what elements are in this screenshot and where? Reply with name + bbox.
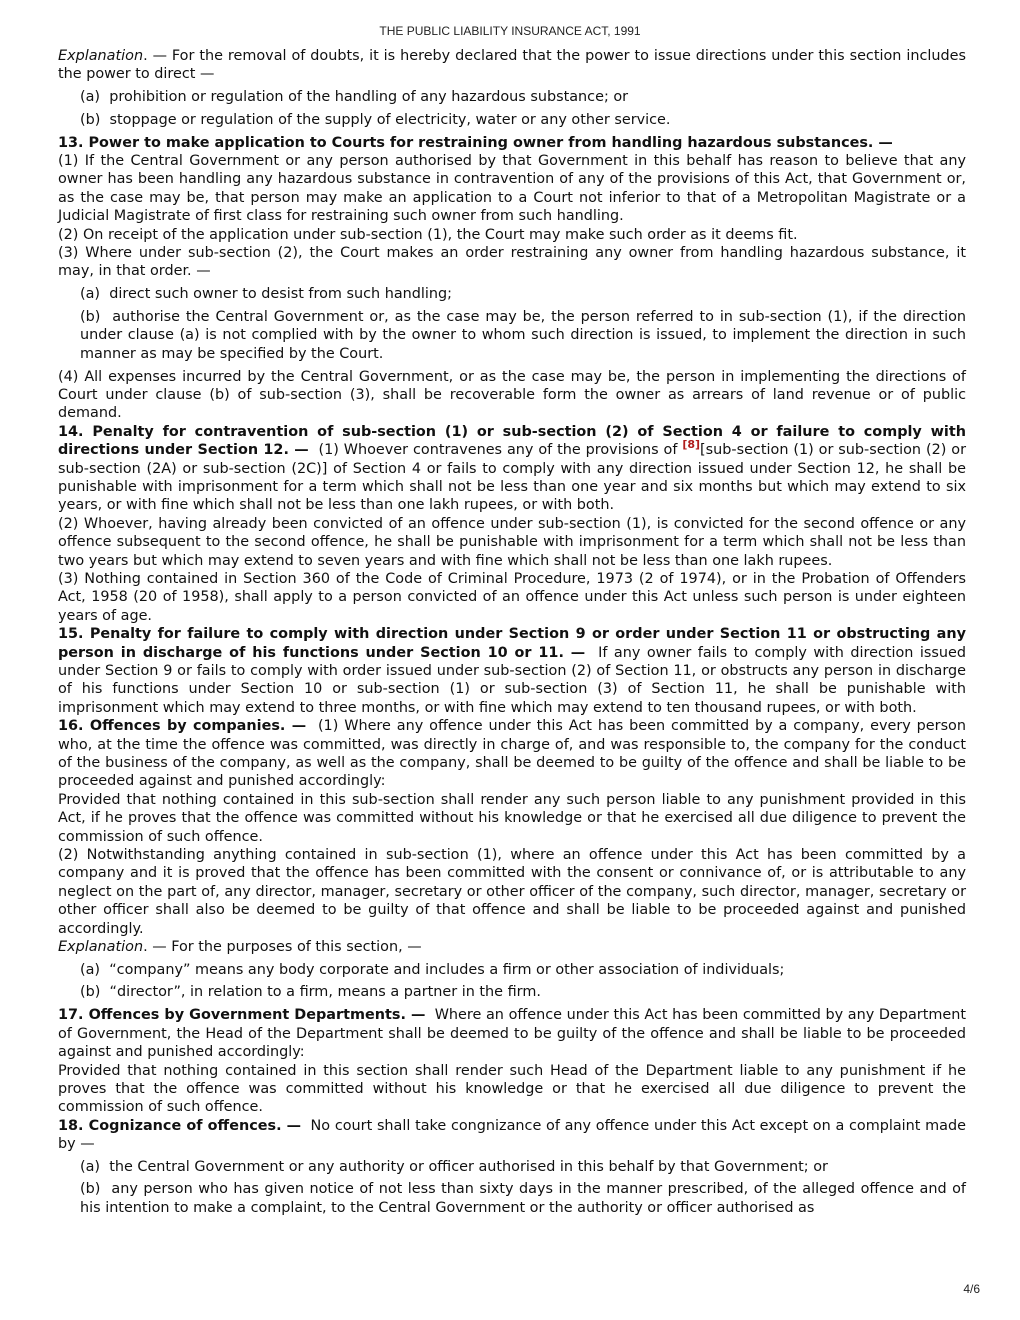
section-13-p4: (4) All expenses incurred by the Central Government, or as the case may be, the person in implementing the directions of Court under clause (b) of sub-section (3), shall be recoverable form the owner as arrears of land revenue or of public demand. [58,368,966,422]
list-item: (a) the Central Government or any authority or officer authorised in this behalf by that Government; or [80,1158,828,1175]
explanation-paragraph [58,47,966,84]
footnote-link[interactable]: [8] [682,438,701,452]
list-item: (a) prohibition or regulation of the handling of any hazardous substance; or [80,88,629,105]
explanation-label: Explanation [58,48,144,64]
explanation-text: . — For the removal of doubts, it is hereby declared that the power to issue directions under this section includes the power to direct — [58,48,966,83]
section-17-heading: 17. Offences by Government Departments. — [58,1007,426,1024]
section-13-p3: (3) Where under sub-section (2), the Court makes an order restraining any owner from handling hazardous substance, it may, in that order. — [58,245,966,280]
section-16-proviso: Provided that nothing contained in this sub-section shall render any such person liable to any punishment provided in this Act, if he proves that the offence was committed without his knowledge or that he exercised all due diligence to prevent the commission of such offence. [58,791,966,845]
section-14-p1: 14. Penalty for contravention of sub-section (1) or sub-section (2) of Section 4 or failure to comply with directions under Section 12. — (1) Whoever contravenes any of the provisions of [8][sub-section (1) or sub-section (2) or sub-section (2A) or sub-section (2C)] of Section 4 or fails to comply with any direction issued under Section 12, he shall be punishable with imprisonment for a term which shall not be less than one year and six months but which may extend to six years, or with fine which shall not be less than one lakh rupees, or with both. [58,423,966,514]
section-16-p1: 16. Offences by companies. — (1) Where any offence under this Act has been committed by a company, every person who, at the time the offence was committed, was directly in charge of, and was responsible to, the company for the conduct of the business of the company, as well as the company, shall be deemed to be guilty of the offence and shall be liable to be proceeded against and punished accordingly: [58,718,966,790]
section-13-p2: (2) On receipt of the application under sub-section (1), the Court may make such order as it deems fit. [58,226,798,243]
section-13-p1: (1) If the Central Government or any person authorised by that Government in this behalf has reason to believe that any owner has been handling any hazardous substance in contravention of any of the provisions of this Act, that Government or, as the case may be, that person may make an application to a Court not inferior to that of a Metropolitan Magistrate or a Judicial Magistrate of first class for restraining such owner from such handling. [58,153,966,225]
list-item: (b) authorise the Central Government or, as the case may be, the person referred to in sub-section (1), if the direction under clause (a) is not complied with by the owner to whom such direction is issued, to implement the direction in such manner as may be specified by the Court. [80,308,966,362]
list-item: (a) “company” means any body corporate and includes a firm or other association of individuals; [80,961,785,978]
section-15-heading: 15. Penalty for failure to comply with direction under Section 9 or order under Section 11 or obstructing any person in discharge of his functions under Section 10 or 11. — [58,626,966,661]
section-17: 17. Offences by Government Departments. — Where an offence under this Act has been committed by any Department of Government, the Head of the Department shall be deemed to be guilty of the offence and shall be liable to be proceeded against and punished accordingly: [58,1007,966,1061]
act-body [58,47,966,1222]
section-13-heading: 13. Power to make application to Courts for restraining owner from handling hazardous substances. — [58,134,893,151]
page-header: THE PUBLIC LIABILITY INSURANCE ACT, 1991 [379,24,641,38]
section-15: 15. Penalty for failure to comply with direction under Section 9 or order under Section 11 or obstructing any person in discharge of his functions under Section 10 or 11. — If any owner fails to comply with direction issued under Section 9 or fails to comply with order issued under sub-section (2) of Section 11, or obstructs any person in discharge of his functions under Section 10 or sub-section (1) or sub-section (3) of Section 11, he shall be punishable with imprisonment which may extend to three months, or with fine which may extend to ten thousand rupees, or with both. [58,626,966,716]
section-14-heading: 14. Penalty for contravention of sub-section (1) or sub-section (2) of Section 4 or failure to comply with directions under Section 12. — [58,423,966,459]
section-18-heading: 18. Cognizance of offences. — [58,1117,302,1134]
section-17-proviso: Provided that nothing contained in this section shall render such Head of the Department liable to any punishment if he proves that the offence was committed without his knowledge or that he exercised all due diligence to prevent the commission of such offence. [58,1062,966,1116]
section-14-p2: (2) Whoever, having already been convicted of an offence under sub-section (1), is convicted for the second offence or any offence subsequent to the second offence, he shall be punishable with imprisonment for a term which shall not be less than two years but which may extend to seven years and with fine which shall not be less than one lakh rupees. [58,515,966,569]
section-16-explanation: Explanation. — For the purposes of this section, — [58,939,422,956]
section-14-p3: (3) Nothing contained in Section 360 of the Code of Criminal Procedure, 1973 (2 of 1974), or in the Probation of Offenders Act, 1958 (20 of 1958), shall apply to a person convicted of an offence under this Act unless such person is under eighteen years of age. [58,570,966,624]
section-16-heading: 16. Offences by companies. — [58,718,307,735]
section-16-p2: (2) Notwithstanding anything contained in sub-section (1), where an offence under this Act has been committed by a company and it is proved that the offence has been committed with the consent or connivance of, or is attributable to any neglect on the part of, any director, manager, secretary or other officer of the company, such director, manager, secretary or other officer shall also be deemed to be guilty of that offence and shall be liable to be proceeded against and punished accordingly. [58,847,966,937]
section-18: 18. Cognizance of offences. — No court shall take congnizance of any offence under this Act except on a complaint made by — [58,1117,966,1153]
list-item: (a) direct such owner to desist from such handling; [80,285,453,302]
list-item: (b) stoppage or regulation of the supply of electricity, water or any other service. [80,111,671,128]
list-item: (b) any person who has given notice of not less than sixty days in the manner prescribed, of the alleged offence and of his intention to make a complaint, to the Central Government or the authority or officer authorised as [80,1181,966,1216]
page-number: 4/6 [963,1282,980,1296]
list-item: (b) “director”, in relation to a firm, means a partner in the firm. [80,984,541,1001]
